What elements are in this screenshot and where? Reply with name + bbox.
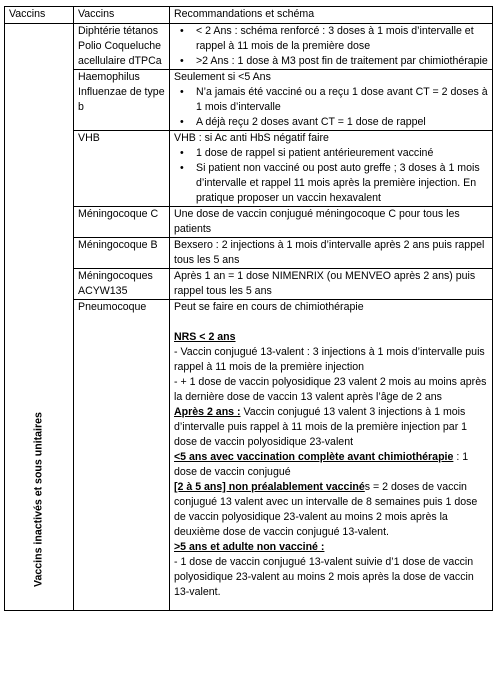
header-cell: Recommandations et schéma bbox=[170, 7, 493, 24]
table-row bbox=[5, 238, 493, 269]
paragraph bbox=[174, 405, 488, 450]
vaccine-name: Diphtérie tétanos Polio Coqueluche acellulaire dTPCa bbox=[74, 24, 170, 70]
list-item: • < 2 Ans : schéma renforcé : 3 doses à 1 mois d’intervalle et rappel à 11 mois de la première dose bbox=[196, 24, 488, 54]
list-item: • 1 dose de rappel si patient antérieurement vacciné bbox=[196, 146, 488, 161]
group-label-cell bbox=[5, 24, 74, 611]
paragraph: - 1 dose de vaccin conjugué 13-valent suivie d’1 dose de vaccin polyosidique 23-valent au moins 2 mois après la dose de vaccin 13-valent. bbox=[174, 556, 474, 598]
recommendation-text: Une dose de vaccin conjugué méningocoque C pour tous les patients bbox=[170, 207, 493, 238]
section-text: : 1 dose de vaccin conjugué bbox=[174, 451, 469, 478]
paragraph: - + 1 dose de vaccin polyosidique 23 valent 2 mois au moins après la dernière dose de vaccin 13 valent après l’âge de 2 ans bbox=[174, 376, 487, 403]
vaccination-table bbox=[4, 6, 493, 611]
paragraph: - Vaccin conjugué 13-valent : 3 injections à 1 mois d’intervalle puis rappel à 11 mois de la première injection bbox=[174, 346, 485, 373]
section-title: >5 ans et adulte non vacciné : bbox=[174, 541, 325, 553]
section-text: Vaccin conjugué 13 valent 3 injections à 1 mois d’intervalle puis rappel à 11 mois de la première injection par 1 dose de vaccin polyosidique 23-valent bbox=[174, 406, 468, 448]
list-item: • A déjà reçu 2 doses avant CT = 1 dose de rappel bbox=[196, 115, 488, 130]
section-title: NRS < 2 ans bbox=[174, 331, 236, 343]
vaccine-name: Pneumocoque bbox=[74, 300, 170, 611]
header-cell: Vaccins bbox=[74, 7, 170, 24]
recommendation-intro: Seulement si <5 Ans bbox=[174, 71, 271, 83]
vaccine-name: Méningocoque B bbox=[74, 238, 170, 269]
header-cell: Vaccins bbox=[5, 7, 74, 24]
section-title: <5 ans avec vaccination complète avant chimiothérapie bbox=[174, 451, 454, 463]
table-row bbox=[5, 131, 493, 207]
header-row bbox=[5, 7, 493, 24]
recommendation-cell bbox=[170, 131, 493, 207]
recommendation-cell bbox=[170, 70, 493, 131]
table-row bbox=[5, 70, 493, 131]
table-row bbox=[5, 207, 493, 238]
table-row bbox=[5, 269, 493, 300]
list-item: • >2 Ans : 1 dose à M3 post fin de traitement par chimiothérapie bbox=[196, 54, 488, 69]
vaccine-name: Haemophilus Influenzae de type b bbox=[74, 70, 170, 131]
recommendation-cell bbox=[170, 300, 493, 611]
paragraph bbox=[174, 480, 488, 540]
section-text: s = 2 doses de vaccin conjugué 13 valent avec un intervalle de 8 semaines puis 1 dose de vaccin polyosidique 23-valent au moins 2 mois après la deuxième dose de vaccin conjugué 13-valent. bbox=[174, 481, 478, 538]
section-title: Après 2 ans : bbox=[174, 406, 241, 418]
section-title: [2 à 5 ans] non préalablement vacciné bbox=[174, 481, 365, 493]
table-row bbox=[5, 300, 493, 611]
list-item: • Si patient non vacciné ou post auto greffe ; 3 doses à 1 mois d’intervalle et rappel 11 mois après la première injection. En pratique proposer un vaccin hexavalent bbox=[196, 161, 488, 206]
paragraph bbox=[174, 450, 488, 480]
recommendation-text: Après 1 an = 1 dose NIMENRIX (ou MENVEO après 2 ans) puis rappel tous les 5 ans bbox=[170, 269, 493, 300]
vaccine-name: VHB bbox=[74, 131, 170, 207]
recommendation-intro: VHB : si Ac anti HbS négatif faire bbox=[174, 132, 329, 144]
group-label: Vaccins inactivés et sous unitaires bbox=[32, 412, 45, 587]
vaccine-name: Méningocoque C bbox=[74, 207, 170, 238]
recommendation-cell bbox=[170, 24, 493, 70]
table-row bbox=[5, 24, 493, 70]
recommendation-text: Bexsero : 2 injections à 1 mois d’intervalle après 2 ans puis rappel tous les 5 ans bbox=[170, 238, 493, 269]
vaccine-name: Méningocoques ACYW135 bbox=[74, 269, 170, 300]
recommendation-intro: Peut se faire en cours de chimiothérapie bbox=[174, 301, 364, 313]
list-item: • N’a jamais été vacciné ou a reçu 1 dose avant CT = 2 doses à 1 mois d’intervalle bbox=[196, 85, 488, 115]
